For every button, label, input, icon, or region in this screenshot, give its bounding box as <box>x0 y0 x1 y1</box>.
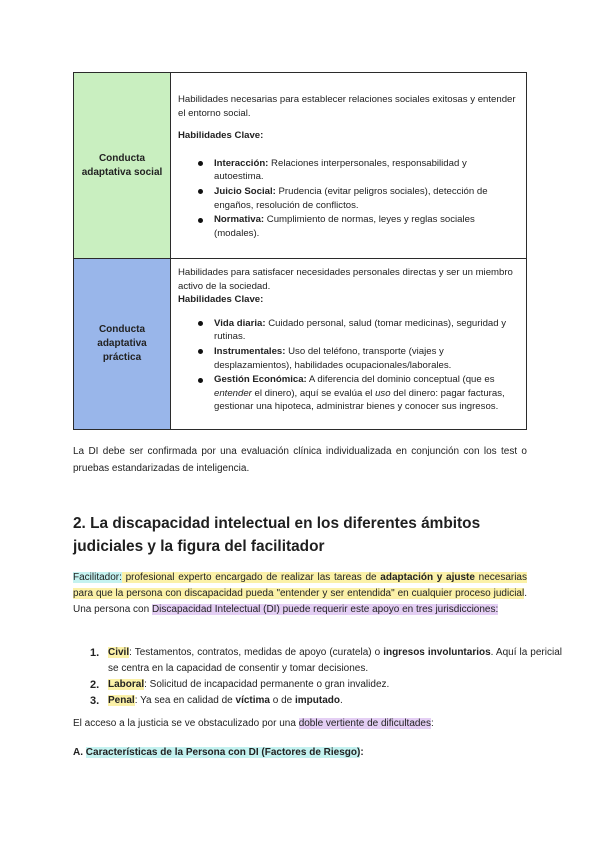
text-run: . Una persona con <box>73 588 527 615</box>
jurisdiction-name: Civil <box>108 647 130 658</box>
text-run: profesional experto encargado de realizar las tareas de <box>121 572 381 583</box>
jurisdiction-name: Penal <box>108 695 135 706</box>
list-item <box>214 157 518 184</box>
practical-label-cell: Conducta adaptativa práctica <box>74 259 171 430</box>
skill-text: A diferencia del dominio conceptual (que es <box>306 374 495 386</box>
list-item <box>90 693 562 709</box>
skill-term: Vida diaria: <box>214 317 266 329</box>
table-row <box>74 259 527 430</box>
skill-term: Normativa: <box>214 214 265 226</box>
bold-run: ingresos involuntarios <box>383 647 491 658</box>
text-run: necesarias para que la persona con discapacidad pueda "entender y ser entendida" en cualquier proceso judicial <box>73 572 527 599</box>
skill-term: Interacción: <box>214 157 269 169</box>
text-run: . <box>340 695 343 706</box>
skill-text: del dinero: pagar facturas, gestionar una hipoteca, administrar bienes y conocer sus ingresos. <box>214 387 505 413</box>
practical-skill-list <box>178 317 518 414</box>
skill-term: Instrumentales: <box>214 345 286 357</box>
facilitator-paragraph <box>73 570 527 618</box>
bold-run: víctima <box>235 695 270 706</box>
skill-text: Cuidado personal, salud (tomar medicinas), seguridad y rutinas. <box>214 317 507 343</box>
social-content-cell <box>171 73 527 259</box>
list-number: 3. <box>90 695 100 707</box>
list-number: 2. <box>90 679 100 691</box>
text-run: : Testamentos, contratos, medidas de apoyo (curatela) o <box>129 647 384 658</box>
difficulties-highlight: doble vertiente de dificultades <box>298 718 431 729</box>
list-item <box>214 213 518 240</box>
section-heading: 2. La discapacidad intelectual en los diferentes ámbitos judiciales y la figura del facilitador <box>73 515 481 555</box>
skill-text: Relaciones interpersonales, responsabilidad y autoestima. <box>214 157 467 183</box>
facilitator-definition <box>73 572 527 599</box>
skill-term: Juicio Social: <box>214 185 276 197</box>
subheading-highlight: Características de la Persona con DI (Factores de Riesgo) <box>85 747 361 758</box>
jurisdiction-name: Laboral <box>108 679 145 690</box>
bold-run: imputado <box>295 695 341 706</box>
skill-text: Cumplimiento de normas, leyes y reglas sociales (modales). <box>214 214 475 239</box>
subheading-prefix: A. <box>73 747 86 758</box>
practical-content-cell <box>171 259 527 430</box>
list-item <box>214 373 518 414</box>
subheading-a <box>73 745 527 761</box>
di-confirmation-paragraph: La DI debe ser confirmada por una evaluación clínica individualizada en conjunción con los test o pruebas estandarizadas de inteligencia. <box>73 446 527 474</box>
social-label-cell: Conducta adaptativa social <box>74 73 171 259</box>
text-run: . Aquí la pericial se centra en la capacidad de consentir y tomar decisiones. <box>108 647 562 674</box>
list-item <box>90 645 562 677</box>
practical-lead: Habilidades para satisfacer necesidades personales directas y ser un miembro activo de la sociedad. <box>178 267 513 292</box>
text-run: El acceso a la justicia se ve obstaculizado por una <box>73 718 299 729</box>
list-number: 1. <box>90 647 100 659</box>
text-run: o de <box>269 695 296 706</box>
emphasis: uso <box>375 387 391 399</box>
subheading-end: : <box>360 747 364 758</box>
social-skill-list <box>178 157 518 241</box>
di-highlight: Discapacidad Intelectual (DI) puede requerir este apoyo en tres jurisdicciones: <box>151 604 499 615</box>
access-paragraph <box>73 716 527 732</box>
list-item <box>90 677 562 693</box>
jurisdiction-list <box>73 645 562 709</box>
text-run: : Ya sea en calidad de <box>134 695 236 706</box>
skill-term: Gestión Económica: <box>214 374 307 386</box>
list-item <box>214 185 518 212</box>
list-item <box>214 345 518 372</box>
practical-key-heading: Habilidades Clave: <box>178 294 264 306</box>
adaptive-behavior-table <box>73 72 527 430</box>
table-row <box>74 73 527 259</box>
list-item <box>214 317 518 344</box>
social-lead: Habilidades necesarias para establecer relaciones sociales exitosas y entender el entorno social. <box>178 94 516 119</box>
skill-text: el dinero), aquí se evalúa el <box>251 387 376 399</box>
emphasis: entender <box>214 387 252 399</box>
text-run: : Solicitud de incapacidad permanente o gran invalidez. <box>144 679 390 690</box>
bold-run: adaptación y ajuste <box>380 572 475 583</box>
text-run: : <box>431 718 434 729</box>
social-key-heading: Habilidades Clave: <box>178 130 264 142</box>
facilitator-term: Facilitador: <box>73 572 122 583</box>
skill-text: Prudencia (evitar peligros sociales), detección de engaños, resolución de conflictos. <box>214 185 488 211</box>
skill-text: Uso del teléfono, transporte (viajes y desplazamientos), habilidades ocupacionales/laborales. <box>214 345 452 371</box>
